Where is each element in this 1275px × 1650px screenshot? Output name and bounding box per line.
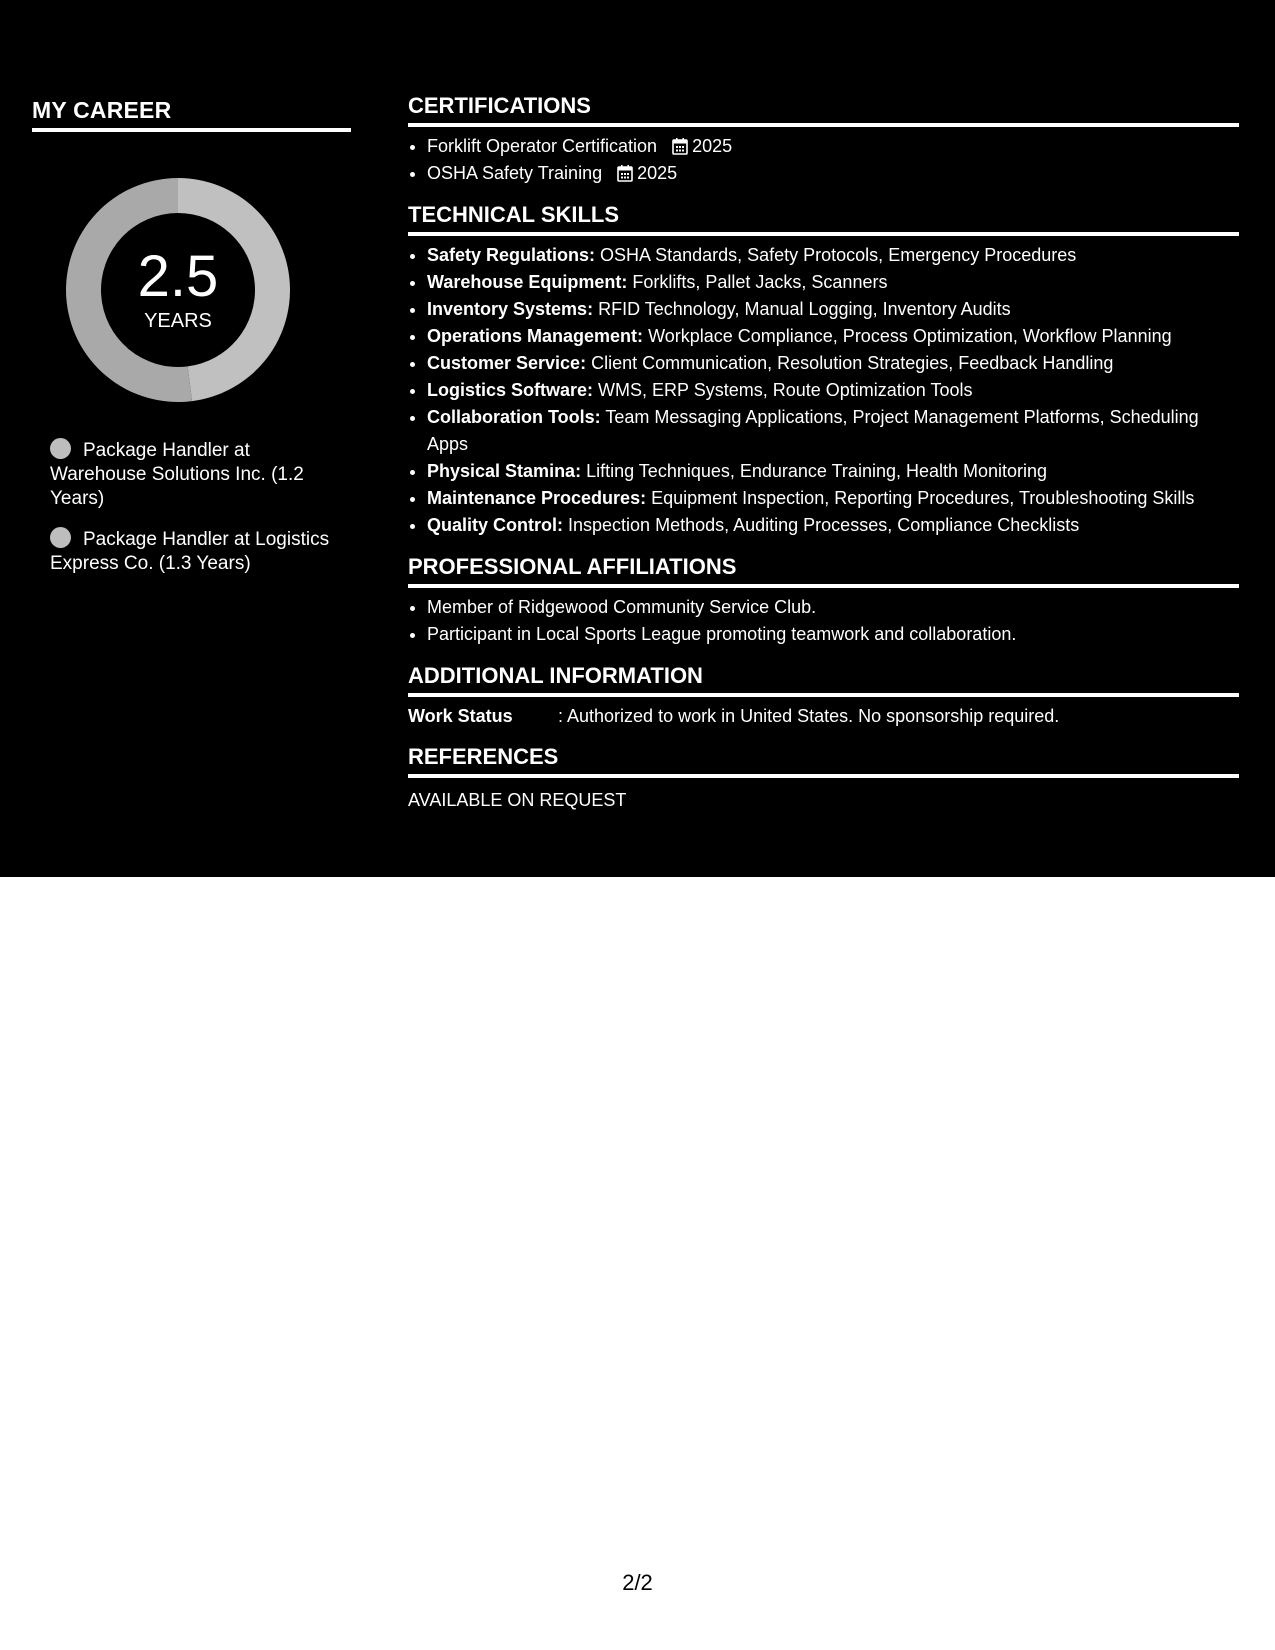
skill-text: RFID Technology, Manual Logging, Inventory Audits — [598, 299, 1011, 319]
skill-item — [427, 269, 1239, 296]
skill-text: Lifting Techniques, Endurance Training, Health Monitoring — [586, 461, 1048, 481]
career-title: MY CAREER — [32, 96, 351, 132]
certification-name: OSHA Safety Training — [427, 163, 603, 183]
skills-list — [408, 242, 1239, 539]
skill-text: Equipment Inspection, Reporting Procedures, Troubleshooting Skills — [651, 488, 1195, 508]
skill-text: Client Communication, Resolution Strategies, Feedback Handling — [591, 353, 1114, 373]
affiliation-list — [408, 594, 1239, 648]
skill-text: Workplace Compliance, Process Optimization, Workflow Planning — [648, 326, 1172, 346]
skill-label: Warehouse Equipment: — [427, 272, 628, 292]
skill-item — [427, 350, 1239, 377]
experience-unit: YEARS — [144, 310, 212, 332]
affiliation-item: • Participant in Local Sports League promoting teamwork and collaboration. — [427, 621, 1239, 648]
section-title: REFERENCES — [408, 743, 1239, 778]
bullet-dot-icon — [50, 527, 71, 548]
section-title: PROFESSIONAL AFFILIATIONS — [408, 553, 1239, 588]
skill-item — [427, 242, 1239, 269]
skill-item — [427, 512, 1239, 539]
certification-item — [427, 133, 1239, 160]
affiliations-section — [408, 553, 1239, 648]
certification-year: 2025 — [692, 136, 733, 156]
section-title: TECHNICAL SKILLS — [408, 201, 1239, 236]
certification-list — [408, 133, 1239, 187]
page-number: 2/2 — [622, 1570, 653, 1595]
skill-text: Team Messaging Applications, Project Management Platforms, Scheduling Apps — [427, 407, 1199, 454]
skill-item — [427, 404, 1239, 458]
main-content — [408, 92, 1239, 827]
certification-year: 2025 — [637, 163, 678, 183]
skill-item — [427, 296, 1239, 323]
job-text: Package Handler at Warehouse Solutions Inc. (1.2 Years) — [50, 440, 304, 509]
skill-text: Inspection Methods, Auditing Processes, Compliance Checklists — [568, 515, 1080, 535]
work-status-value: : Authorized to work in United States. No sponsorship required. — [558, 706, 1060, 726]
skills-section — [408, 201, 1239, 539]
skill-item — [427, 377, 1239, 404]
certification-name: Forklift Operator Certification — [427, 136, 658, 156]
skill-label: Physical Stamina: — [427, 461, 582, 481]
references-section — [408, 743, 1239, 813]
bullet-dot-icon — [50, 438, 71, 459]
skill-label: Logistics Software: — [427, 380, 594, 400]
skill-label: Quality Control: — [427, 515, 563, 535]
skill-label: Customer Service: — [427, 353, 587, 373]
job-item — [50, 438, 340, 511]
skill-label: Inventory Systems: — [427, 299, 594, 319]
experience-donut — [66, 178, 290, 402]
skill-item — [427, 323, 1239, 350]
skill-label: Maintenance Procedures: — [427, 488, 647, 508]
certifications-section — [408, 92, 1239, 187]
job-item — [50, 527, 340, 576]
calendar-icon — [672, 137, 688, 155]
skill-text: WMS, ERP Systems, Route Optimization Tools — [598, 380, 973, 400]
skill-label: Collaboration Tools: — [427, 407, 601, 427]
skill-label: Operations Management: — [427, 326, 644, 346]
skill-item — [427, 458, 1239, 485]
experience-value: 2.5 — [137, 244, 219, 309]
skill-text: Forklifts, Pallet Jacks, Scanners — [632, 272, 888, 292]
skill-label: Safety Regulations: — [427, 245, 596, 265]
references-text: AVAILABLE ON REQUEST — [408, 790, 627, 810]
certification-item — [427, 160, 1239, 187]
skill-item — [427, 485, 1239, 512]
section-title: CERTIFICATIONS — [408, 92, 1239, 127]
skill-text: OSHA Standards, Safety Protocols, Emergency Procedures — [600, 245, 1077, 265]
work-status-row — [408, 703, 1239, 729]
sidebar — [32, 96, 351, 574]
affiliation-item: • Member of Ridgewood Community Service Club. — [427, 594, 1239, 621]
calendar-icon — [617, 164, 633, 182]
additional-info-section — [408, 662, 1239, 729]
job-text: Package Handler at Logistics Express Co. (1.3 Years) — [50, 529, 330, 574]
job-list — [50, 438, 340, 592]
section-title: ADDITIONAL INFORMATION — [408, 662, 1239, 697]
work-status-label: Work Status — [408, 706, 513, 726]
